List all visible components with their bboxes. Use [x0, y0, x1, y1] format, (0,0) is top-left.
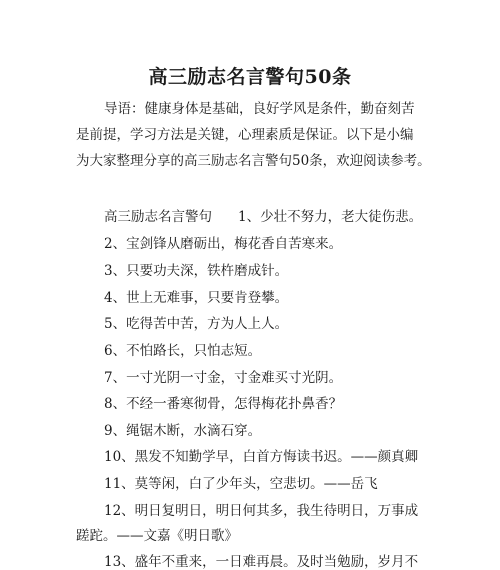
- list-item: 13、盛年不重来，一日难再晨。及时当勉励，岁月不: [104, 554, 419, 570]
- list-item: 10、黑发不知勤学早，白首方悔读书迟。——颜真卿: [104, 449, 419, 465]
- intro-line: 为大家整理分享的高三励志名言警句50条，欢迎阅读参考。: [76, 153, 431, 169]
- list-item: 2、宝剑锋从磨砺出，梅花香自苦寒来。: [104, 236, 343, 252]
- document-title: 高三励志名言警句50条: [148, 66, 352, 88]
- list-item: 11、莫等闲，白了少年头，空悲切。——岳飞: [104, 476, 378, 492]
- list-item: 1、少壮不努力，老大徒伤悲。: [238, 209, 423, 225]
- list-item-continuation: 蹉跎。——文嘉《明日歌》: [76, 528, 238, 544]
- intro-line: 导语：健康身体是基础，良好学风是条件，勤奋刻苦: [104, 101, 415, 117]
- list-item: 12、明日复明日，明日何其多，我生待明日，万事成: [104, 503, 419, 519]
- list-item: 8、不经一番寒彻骨，怎得梅花扑鼻香？: [104, 396, 343, 412]
- section-heading: 高三励志名言警句: [104, 209, 212, 225]
- list-item: 9、绳锯木断，水滴石穿。: [104, 423, 262, 439]
- list-item: 7、一寸光阴一寸金，寸金难买寸光阴。: [104, 370, 343, 386]
- list-item: 4、世上无难事，只要肯登攀。: [104, 290, 289, 306]
- intro-line: 是前提，学习方法是关键，心理素质是保证。以下是小编: [76, 127, 414, 143]
- list-item: 6、不怕路长，只怕志短。: [104, 343, 262, 359]
- list-item: 5、吃得苦中苦，方为人上人。: [104, 316, 289, 332]
- list-item: 3、只要功夫深，铁杵磨成针。: [104, 263, 289, 279]
